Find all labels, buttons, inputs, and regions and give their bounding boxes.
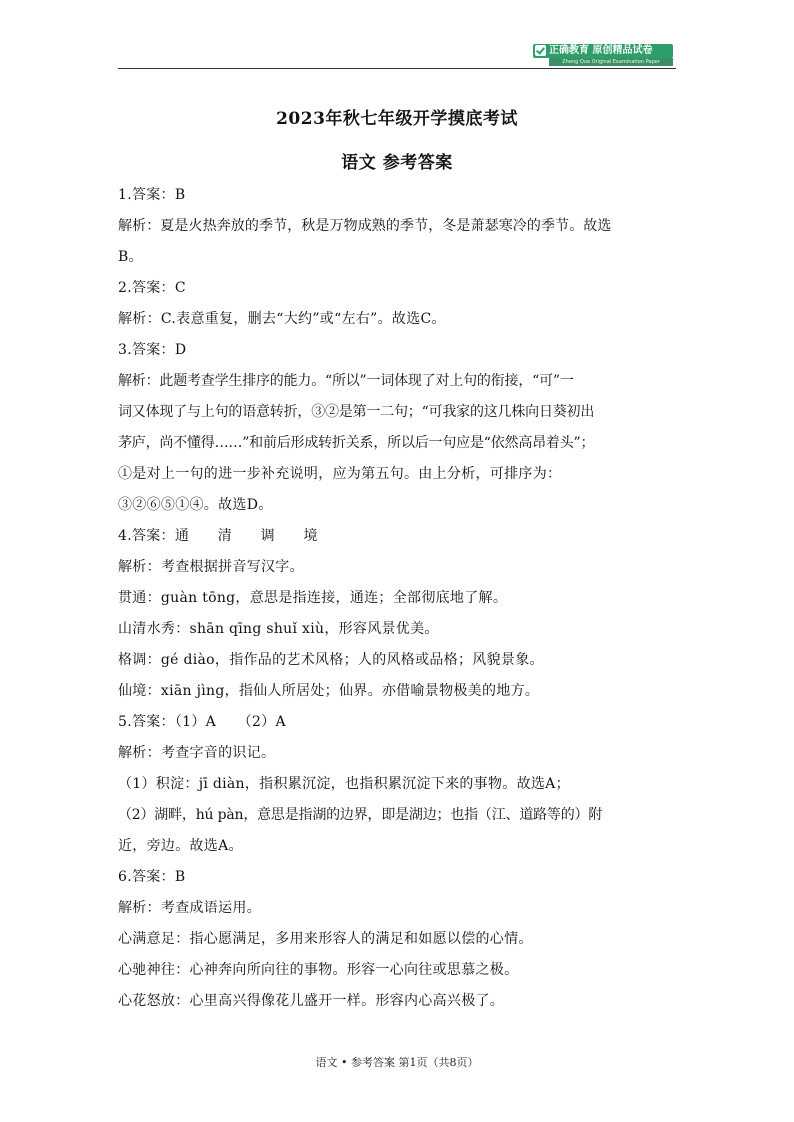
explanation-line: ③②⑥⑤①④。故选D。 xyxy=(118,497,273,513)
explanation-line: （2）湖畔，hú pàn，意思是指湖的边界，即是湖边；也指（江、道路等的）附 xyxy=(118,807,603,823)
answer-content xyxy=(118,180,676,1017)
explanation-line: （1）积淀：jī diàn，指积累沉淀，也指积累沉淀下来的事物。故选A； xyxy=(118,776,570,792)
logo-subtitle: Zheng Que Original Examination Paper xyxy=(549,58,673,66)
explanation-line: 山清水秀：shān qīng shuǐ xiù，形容风景优美。 xyxy=(118,621,439,637)
logo-banner: 正确教育 原创精品试卷 xyxy=(533,44,673,58)
explanation-line: 贯通：guàn tōng，意思是指连接，通连；全部彻底地了解。 xyxy=(118,590,508,606)
page-subtitle: 语文 参考答案 xyxy=(341,153,453,173)
answer-line: 3.答案：D xyxy=(118,342,187,358)
publisher-logo xyxy=(533,44,673,66)
explanation-line: 心驰神往：心神奔向所向往的事物。形容一心向往或思慕之极。 xyxy=(118,962,519,978)
explanation-line: 茅庐，尚不懂得……”和前后形成转折关系，所以后一句应是“依然高昂着头”； xyxy=(118,435,595,451)
explanation-line: 格调：gé diào，指作品的艺术风格；人的风格或品格；风貌景象。 xyxy=(118,652,544,668)
checkmark-icon xyxy=(535,45,546,56)
explanation-line: 解析：考查根据拼音写汉字。 xyxy=(118,559,304,575)
header-rule xyxy=(118,68,676,69)
explanation-line: 解析：此题考查学生排序的能力。“所以”一词体现了对上句的衔接，“可”一 xyxy=(118,373,574,389)
answer-line: 2.答案：C xyxy=(118,280,186,296)
explanation-line: 近，旁边。故选A。 xyxy=(118,838,243,854)
explanation-line: 解析：考查字音的识记。 xyxy=(118,745,276,761)
explanation-line: ①是对上一句的进一步补充说明，应为第五句。由上分析，可排序为： xyxy=(118,466,562,482)
explanation-line: 心花怒放：心里高兴得像花儿盛开一样。形容内心高兴极了。 xyxy=(118,993,505,1009)
explanation-line: 词又体现了与上句的语意转折，③②是第一二句；“可我家的这几株向日葵初出 xyxy=(118,404,595,420)
explanation-line: B。 xyxy=(118,249,143,265)
answer-line: 4.答案：通 清 调 境 xyxy=(118,528,318,544)
answer-line: 5.答案：（1）A （2）A xyxy=(118,714,286,730)
page-footer: 语文 • 参考答案 第1页（共8页） xyxy=(315,1056,479,1069)
explanation-line: 心满意足：指心愿满足，多用来形容人的满足和如愿以偿的心情。 xyxy=(118,931,533,947)
explanation-line: 解析：C.表意重复，删去“大约”或“左右”。故选C。 xyxy=(118,311,446,327)
explanation-line: 仙境：xiān jìng，指仙人所居处；仙界。亦借喻景物极美的地方。 xyxy=(118,683,540,699)
explanation-line: 解析：夏是火热奔放的季节，秋是万物成熟的季节，冬是萧瑟寒冷的季节。故选 xyxy=(118,218,612,234)
explanation-line: 解析：考查成语运用。 xyxy=(118,900,261,916)
page-title: 2023年秋七年级开学摸底考试 xyxy=(276,109,518,129)
answer-line: 6.答案：B xyxy=(118,869,186,885)
answer-line: 1.答案：B xyxy=(118,187,186,203)
